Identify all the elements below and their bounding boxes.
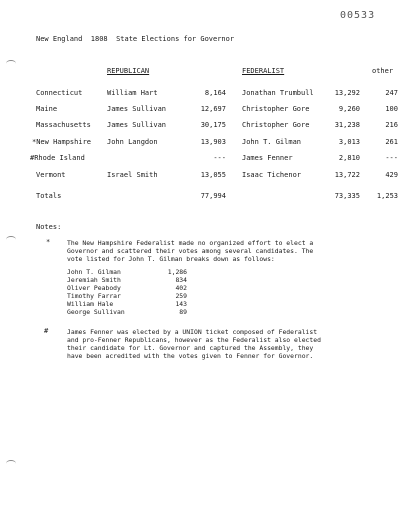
fed-votes-cell: 3,013: [338, 138, 360, 146]
document-number: 00533: [340, 10, 376, 21]
state-cell: *New Hampshire: [32, 138, 92, 146]
other-votes-cell: 247: [385, 89, 398, 97]
rep-candidate-cell: James Sullivan: [107, 121, 167, 129]
note-marker: *: [46, 238, 51, 246]
breakdown-name: William Hale: [67, 300, 114, 308]
breakdown-votes: 259: [175, 292, 187, 300]
fed-votes-cell: 31,238: [334, 121, 360, 129]
other-votes-cell: 261: [385, 138, 398, 146]
fed-candidate-cell: Isaac Tichenor: [242, 171, 302, 179]
rep-candidate-cell: William Hart: [107, 89, 158, 97]
note-line: Governor and scattered their votes among several candidates. The: [67, 247, 314, 255]
breakdown-votes: 143: [175, 300, 187, 308]
other-heading: other: [372, 67, 394, 75]
state-cell: #Rhode Island: [30, 154, 85, 162]
notes-heading: Notes:: [36, 223, 62, 231]
totals-other-votes: 1,253: [376, 192, 398, 200]
margin-mark: [6, 236, 16, 243]
page-title: New England 1808 State Elections for Governor: [36, 35, 235, 43]
republican-heading: REPUBLICAN: [107, 67, 150, 75]
margin-mark: [6, 60, 16, 67]
fed-votes-cell: 13,292: [334, 89, 360, 97]
fed-candidate-cell: John T. Gilman: [242, 138, 302, 146]
other-votes-cell: 429: [385, 171, 398, 179]
fed-candidate-cell: Christopher Gore: [242, 121, 310, 129]
rep-votes-cell: 30,175: [200, 121, 226, 129]
other-votes-cell: 100: [385, 105, 398, 113]
fed-votes-cell: 13,722: [334, 171, 360, 179]
breakdown-name: George Sullivan: [67, 308, 125, 316]
rep-votes-cell: 12,697: [200, 105, 226, 113]
federalist-heading: FEDERALIST: [242, 67, 285, 75]
fed-candidate-cell: Christopher Gore: [242, 105, 310, 113]
totals-fed-votes: 73,335: [334, 192, 360, 200]
other-votes-cell: 216: [385, 121, 398, 129]
note-line: have been acredited with the votes given to Fenner for Governor.: [67, 352, 314, 360]
note-line: The New Hampshire Federalist made no organized effort to elect a: [67, 239, 314, 247]
note-marker: #: [44, 327, 49, 335]
note-line: James Fenner was elected by a UNION ticket composed of Federalist: [67, 328, 318, 336]
other-votes-cell: ---: [385, 154, 398, 162]
breakdown-name: Oliver Peabody: [67, 284, 121, 292]
fed-candidate-cell: James Fenner: [242, 154, 293, 162]
breakdown-votes: 834: [175, 276, 187, 284]
fed-votes-cell: 2,810: [338, 154, 360, 162]
note-line: and pro-Fenner Republicans, however as the Federalist also elected: [67, 336, 321, 344]
totals-label: Totals: [36, 192, 62, 200]
breakdown-votes: 402: [175, 284, 187, 292]
note-line: vote listed for John T. Gilman breaks down as follows:: [67, 255, 275, 263]
rep-votes-cell: 13,055: [200, 171, 226, 179]
state-cell: Massachusetts: [36, 121, 91, 129]
breakdown-name: Jeremiah Smith: [67, 276, 121, 284]
rep-candidate-cell: Israel Smith: [107, 171, 158, 179]
note-line: their candidate for Lt. Governor and captured the Assembly, they: [67, 344, 314, 352]
fed-votes-cell: 9,260: [338, 105, 360, 113]
rep-candidate-cell: John Langdon: [107, 138, 158, 146]
rep-votes-cell: 8,164: [204, 89, 226, 97]
rep-votes-cell: 13,903: [200, 138, 226, 146]
breakdown-name: John T. Gilman: [67, 268, 121, 276]
state-cell: Vermont: [36, 171, 66, 179]
rep-votes-cell: ---: [213, 154, 226, 162]
totals-rep-votes: 77,994: [200, 192, 226, 200]
breakdown-votes: 89: [179, 308, 187, 316]
fed-candidate-cell: Jonathan Trumbull: [242, 89, 314, 97]
rep-candidate-cell: James Sullivan: [107, 105, 167, 113]
breakdown-name: Timothy Farrar: [67, 292, 121, 300]
state-cell: Maine: [36, 105, 58, 113]
margin-mark: [6, 460, 16, 467]
state-cell: Connecticut: [36, 89, 83, 97]
breakdown-votes: 1,286: [167, 268, 187, 276]
